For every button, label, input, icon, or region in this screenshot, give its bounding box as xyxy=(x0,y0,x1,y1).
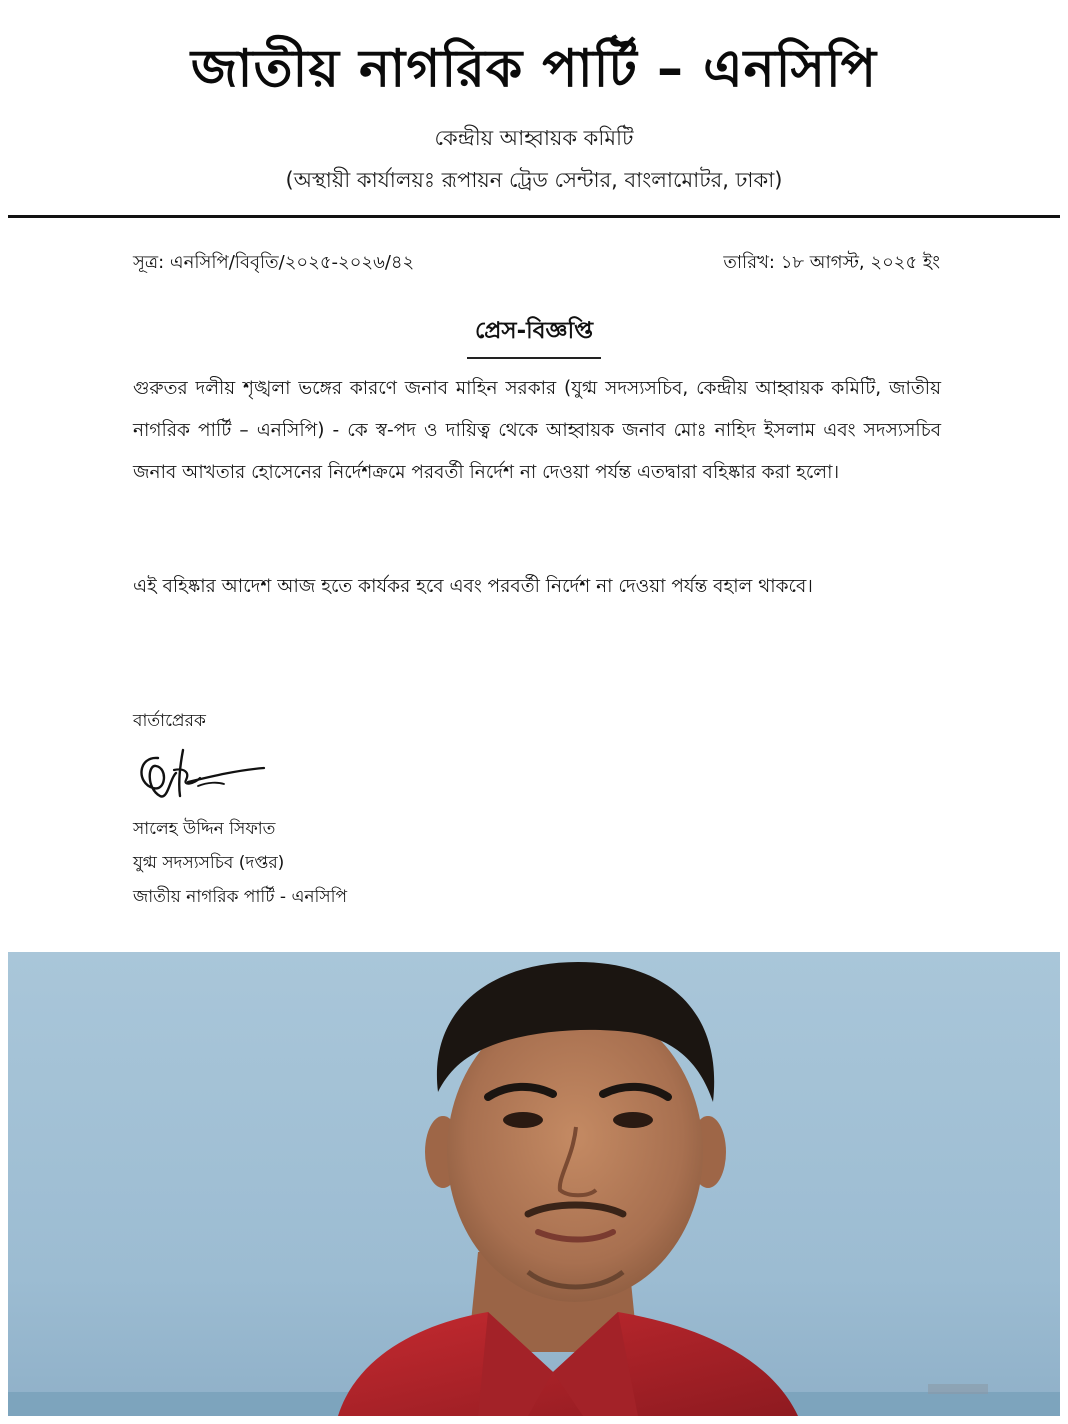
office-address: (অস্থায়ী কার্যালয়ঃ রূপায়ন ট্রেড সেন্টার, বাংলামোটর, ঢাকা) xyxy=(285,168,783,192)
committee-name: কেন্দ্রীয় আহ্বায়ক কমিটি xyxy=(434,126,634,150)
document-date: তারিখ: ১৮ আগস্ট, ২০২৫ ইং xyxy=(723,252,940,273)
sender-label: বার্তাপ্রেরক xyxy=(133,711,206,731)
signatory-name: সালেহ উদ্দিন সিফাত xyxy=(133,819,276,839)
organization-title: জাতীয় নাগরিক পার্টি – এনসিপি xyxy=(190,39,878,99)
heading-text: প্রেস-বিজ্ঞপ্তি xyxy=(467,312,601,359)
signatory-designation: যুগ্ম সদস্যসচিব (দপ্তর) xyxy=(133,853,285,873)
press-release-heading xyxy=(0,312,1068,359)
handwritten-signature xyxy=(128,738,278,808)
header-divider xyxy=(8,215,1060,218)
body-paragraph-1: গুরুতর দলীয় শৃঙ্খলা ভঙ্গের কারণে জনাব মাহিন সরকার (যুগ্ম সদস্যসচিব, কেন্দ্রীয় আহ্বায়ক কমিটি, জাতীয় নাগরিক পার্টি – এনসিপি) - কে স্ব-পদ ও দায়িত্ব থেকে আহ্বায়ক জনাব মোঃ নাহিদ ইসলাম এবং সদস্যসচিব জনাব আখতার হোসেনের নির্দেশক্রমে পরবর্তী নির্দেশ না দেওয়া পর্যন্ত এতদ্বারা বহিষ্কার করা হলো। xyxy=(133,378,941,483)
body-paragraph-2: এই বহিষ্কার আদেশ আজ হতে কার্যকর হবে এবং পরবর্তী নির্দেশ না দেওয়া পর্যন্ত বহাল থাকবে। xyxy=(133,576,813,597)
portrait-photo xyxy=(8,952,1060,1416)
signatory-organization: জাতীয় নাগরিক পার্টি - এনসিপি xyxy=(133,887,348,907)
reference-number: সূত্র: এনসিপি/বিবৃতি/২০২৫-২০২৬/৪২ xyxy=(133,252,415,273)
